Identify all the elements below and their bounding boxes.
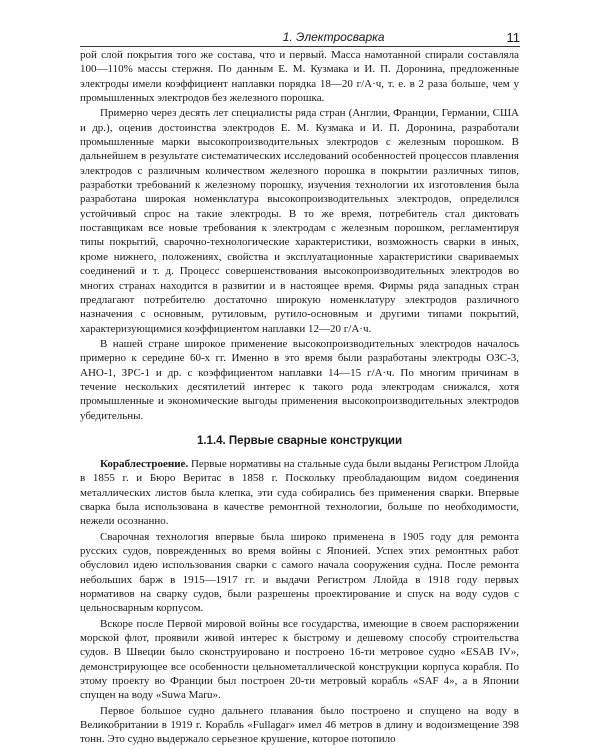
paragraph-4-text: Первые нормативы на стальные суда были выданы Регистром Ллойда в 1855 г. и Бюро Веритас в 1858 г. Поскольку преобладающим видом соединения металлических листов была клепка, эти суда собирались без применения сварки. Впервые сварка была использована в качестве ремонтной технологии, больше по необходимости, нежели осознанно. (80, 457, 519, 528)
paragraph-5: Сварочная технология впервые была широко применена в 1905 году для ремонта русских судов, поврежденных во время войны с Японией. Успех этих ремонтных работ обусловил идею использования сварки с самого начала сооружения судна. После ремонта небольших барж в 1915—1917 гг. и выдачи Регистром Ллойда в 1918 году первых нормативов на сварку судов, были разрешены проектирование и спуск на воду судов с цельносварным корпусом. (80, 530, 519, 615)
paragraph-4 (80, 457, 519, 529)
page-body (80, 48, 519, 747)
paragraph-7: Первое большое судно дальнего плавания было построено и спущено на воду в Великобритании в 1919 г. Корабль «Fullagar» имел 46 метров в длину и водоизмещение 398 тонн. Это судно выдержало серьезное крушение, которое потопило (80, 704, 519, 746)
section-heading: 1.1.4. Первые сварные конструкции (196, 434, 403, 447)
paragraph-1: рой слой покрытия того же состава, что и первый. Масса намотанной спирали составляла 100—110% массы стержня. По данным Е. М. Кузмака и И. П. Доронина, предложенные электроды имели коэффициент наплавки порядка 18—20 г/А·ч, т. е. в 2 раза больше, чем у промышленных электродов без железного порошка. (80, 49, 519, 105)
paragraph-2: Примерно через десять лет специалисты ряда стран (Англии, Франции, Германии, США и др.), оценив достоинства электродов Е. М. Кузмака и И. П. Доронина, разработали промышленные марки высокопроизводительных электродов с железным порошком. В дальнейшем в результате систематических исследований особенностей процессов плавления электродов с различным количеством железного порошка в покрытии различных типов, разработки требований к железному порошку, изучения технологии их изготовления была разработана широкая номенклатура высокопроизводительных электродов, определился устойчивый спрос на такие электроды. В то же время, потребитель стал диктовать поставщикам все новые требования к электродам с железным порошком, регламентируя типы покрытий, сварочно-технологические характеристики, возможность сварки в иных, кроме нижнего, положениях, свойства и эксплуатационные характеристики свариваемых соединений и т. д. Процесс совершенствования высокопроизводительных электродов во многих странах находится в развитии и в настоящее время. Фирмы ряда западных стран предлагают потребителю достаточно широкую номенклатуру электродов различного назначения с основным, рутиловым, рутило-основным и другими типами покрытий, характеризующимися коэффициентом наплавки 12—20 г/А·ч. (80, 107, 519, 335)
chapter-title: 1. Электросварка (282, 30, 385, 44)
run-in-heading: Кораблестроение. (100, 457, 189, 470)
paragraph-3: В нашей стране широкое применение высокопроизводительных электродов началось примерно к середине 60-х гг. Именно в это время были разработаны электроды ОЗС-3, АНО-1, ЗРС-1 и др. с коэффициентом наплавки 14—15 г/А·ч. По многим причинам в течение нескольких десятилетий интерес к такого рода электродам снижался, хотя промышленные и экономические выгоды применения высокопроизводительных электродов убедительны. (80, 337, 519, 422)
running-header (80, 28, 520, 47)
paragraph-6: Вскоре после Первой мировой войны все государства, имеющие в своем распоряжении морской флот, проявили живой интерес к быстрому и дешевому способу строительства судов. В Швеции было сконструировано и построено 16-ти метровое судно «ESAB IV», демонстрирующее все особенности цельнометаллической конструкции корпуса корабля. По этому проекту во Франции был построен 20-ти метровый корабль «SAF 4», а в Японии спущен на воду «Suwa Maru». (80, 617, 519, 702)
page-number: 11 (506, 29, 520, 45)
